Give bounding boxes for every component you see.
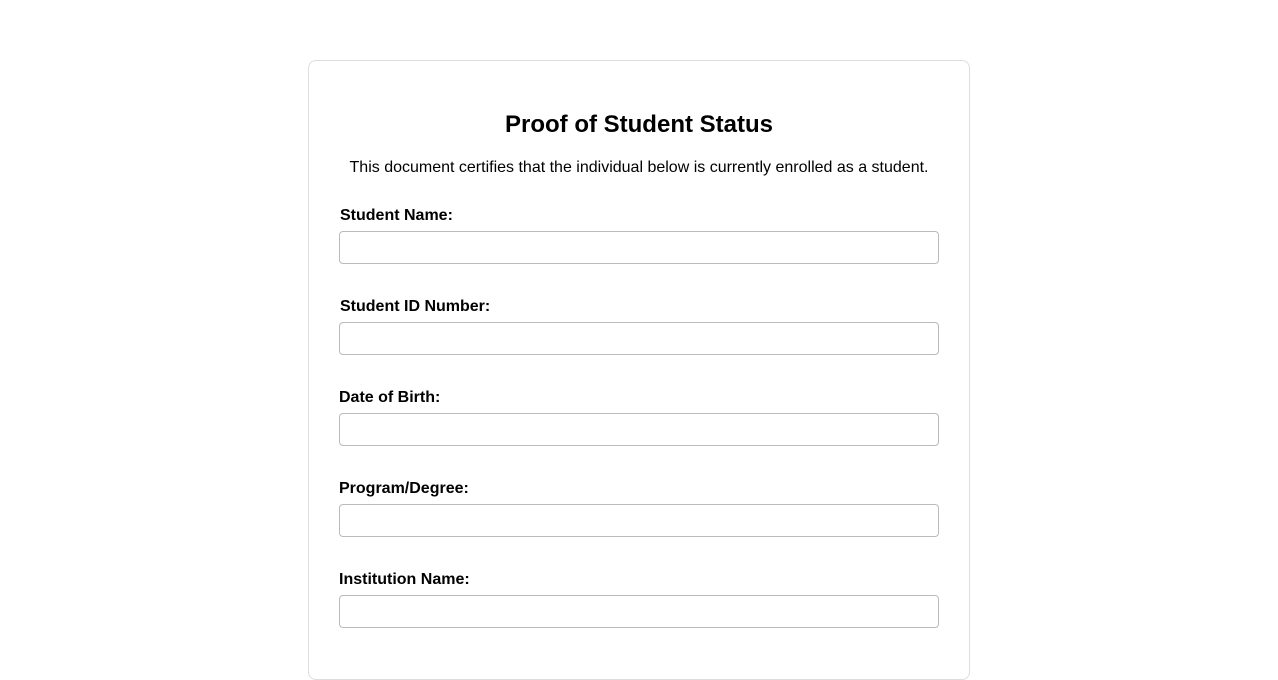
student-id-field-group <box>339 297 939 355</box>
student-id-input[interactable] <box>339 322 939 355</box>
date-of-birth-label: Date of Birth: <box>339 389 441 406</box>
student-id-label: Student ID Number: <box>340 298 491 315</box>
student-name-input[interactable] <box>339 231 939 264</box>
student-name-label: Student Name: <box>340 207 453 224</box>
student-status-card <box>308 60 970 680</box>
institution-name-input[interactable] <box>339 595 939 628</box>
student-name-field-group <box>339 206 939 264</box>
institution-name-field-group <box>339 570 939 628</box>
page-subtitle: This document certifies that the individual below is currently enrolled as a student. <box>349 159 929 176</box>
program-degree-field-group <box>339 479 939 537</box>
date-of-birth-input[interactable] <box>339 413 939 446</box>
institution-name-label: Institution Name: <box>339 571 470 588</box>
program-degree-label: Program/Degree: <box>339 480 469 497</box>
page-title: Proof of Student Status <box>505 111 773 138</box>
program-degree-input[interactable] <box>339 504 939 537</box>
date-of-birth-field-group <box>339 388 939 446</box>
